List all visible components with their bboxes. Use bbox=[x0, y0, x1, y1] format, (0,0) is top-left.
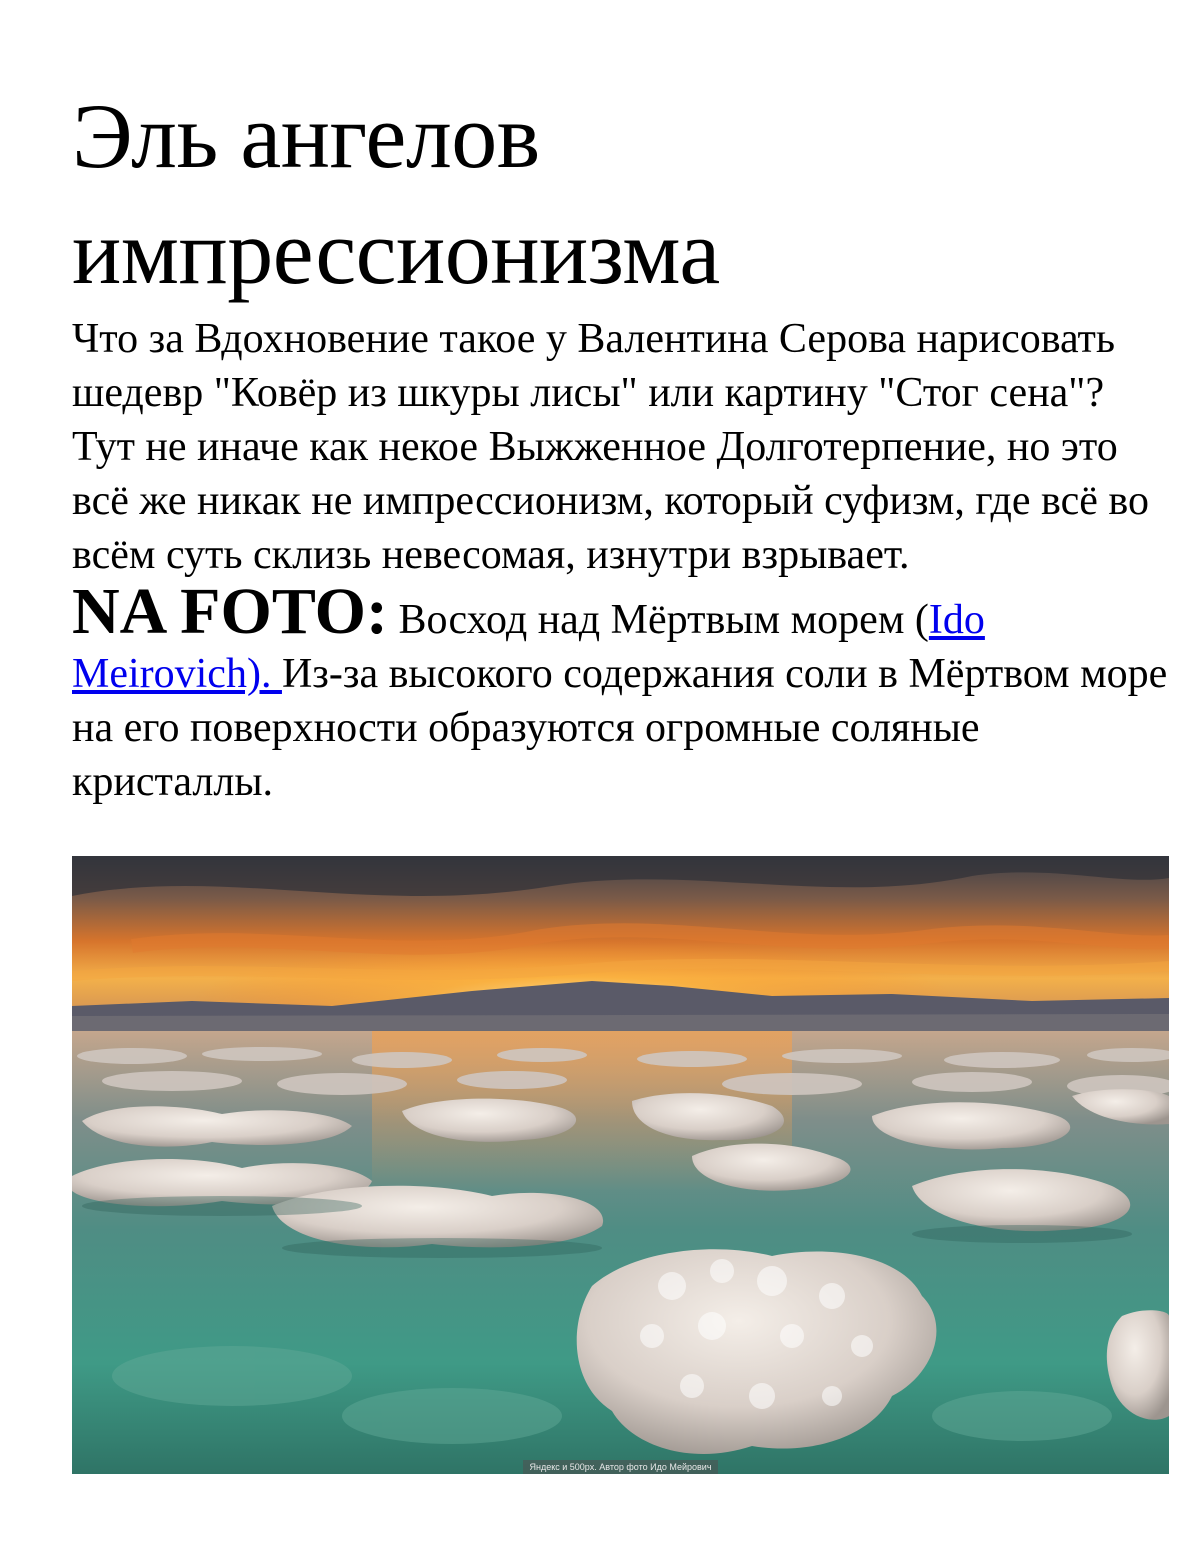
caption-text-after-link: Из-за высокого содержания соли в Мёртвом море на его поверхности образуются огромные соляные кристаллы. bbox=[72, 651, 1168, 805]
document-page bbox=[72, 78, 1172, 809]
caption-label: NA FOTO: bbox=[72, 575, 388, 648]
photo-illustration bbox=[72, 856, 1169, 1474]
dead-sea-photo bbox=[72, 856, 1169, 1474]
photo-watermark: Яндекс и 500px. Автор фото Идо Мейрович bbox=[72, 1462, 1169, 1472]
page-title: Эль ангелов импрессионизма bbox=[72, 85, 720, 303]
photo-caption bbox=[72, 575, 1172, 809]
caption-text-before-link: Восход над Мёртвым морем ( bbox=[387, 597, 929, 643]
body-paragraph: Что за Вдохновение такое у Валентина Серова нарисовать шедевр "Ковёр из шкуры лисы" или картину "Стог сена"? Тут не иначе как некое Выжженное Долготерпение, но это всё же никак не импрессионизм, который суфизм, где всё во всём суть склизь невесомая, изнутри взрывает. bbox=[72, 316, 1149, 578]
photographer-link[interactable]: Ido Meirovich). bbox=[72, 597, 985, 697]
